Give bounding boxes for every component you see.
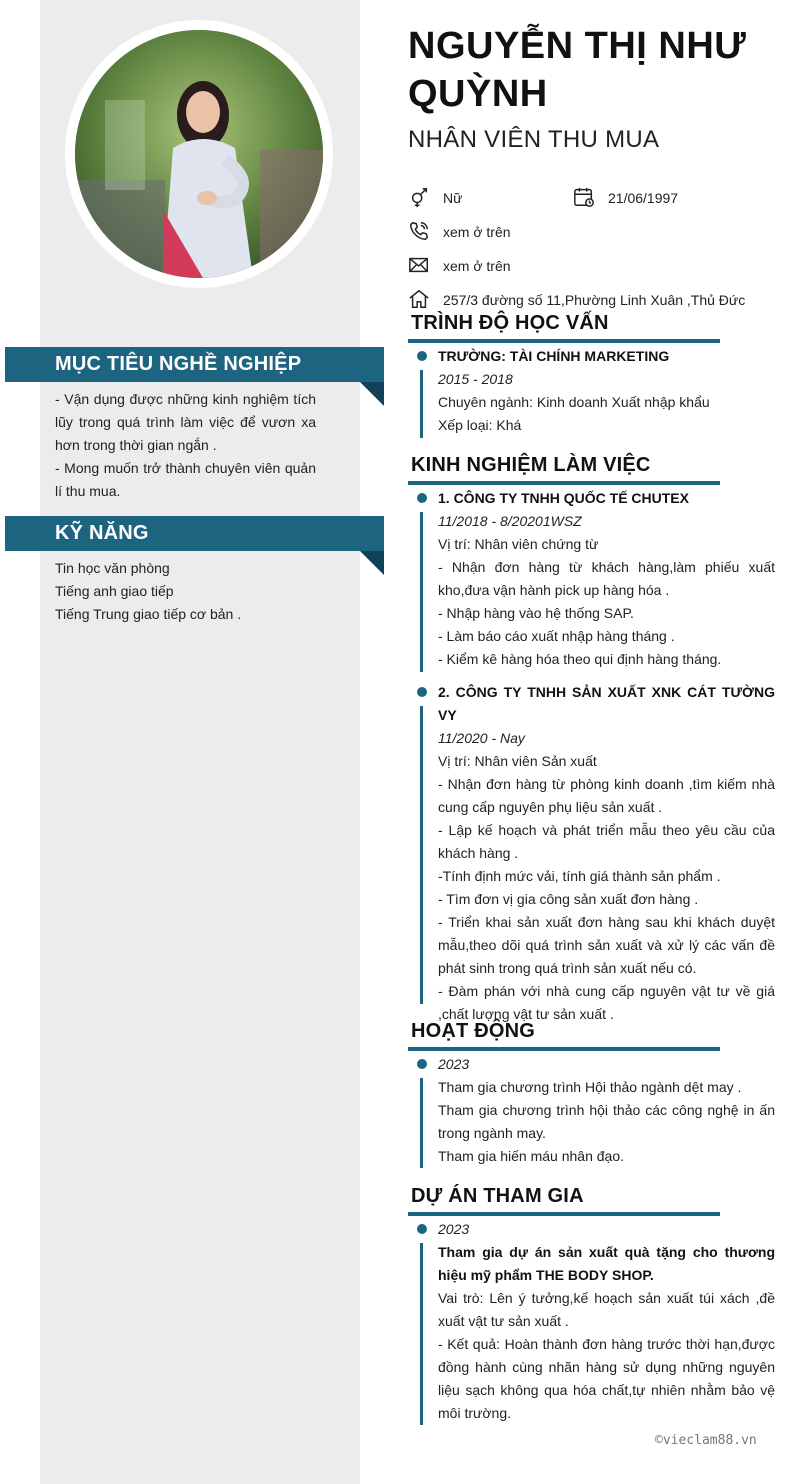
education-rank: Xếp loại: Khá	[438, 417, 522, 433]
avatar	[75, 30, 323, 278]
skill-item: Tiếng anh giao tiếp	[55, 583, 174, 599]
activities-title: HOẠT ĐỘNG	[411, 1020, 536, 1042]
job-entry	[438, 487, 775, 671]
activity-item: Tham gia chương trình Hội thảo ngành dệt may .	[438, 1079, 742, 1095]
skill-item: Tiếng Trung giao tiếp cơ bản .	[55, 606, 242, 622]
job-duty: - Kiểm kê hàng hóa theo qui định hàng tháng.	[438, 651, 722, 667]
project-role: Vai trò: Lên ý tưởng,kế hoạch sản xuất túi xách ,đề xuất vật tư sản xuất .	[438, 1290, 775, 1329]
job-duty: - Tìm đơn vị gia công sản xuất đơn hàng .	[438, 891, 699, 907]
objective-text	[55, 388, 316, 503]
education-period: 2015 - 2018	[438, 371, 513, 387]
project-entry	[438, 1218, 775, 1425]
email-value[interactable]: xem ở trên	[443, 258, 511, 274]
education-major: Chuyên ngành: Kinh doanh Xuất nhập khẩu	[438, 394, 710, 410]
activities-underline	[408, 1047, 720, 1051]
job-duty: - Nhập hàng vào hệ thống SAP.	[438, 605, 634, 621]
projects-underline	[408, 1212, 720, 1216]
job-duty: - Đàm phán với nhà cung cấp nguyên vật tư về giá ,chất lượng vật tư sản xuất .	[438, 983, 775, 1022]
objective-line: - Mong muốn trở thành chuyên viên quản lí thu mua.	[55, 460, 316, 499]
home-icon	[408, 288, 430, 310]
project-year: 2023	[438, 1221, 470, 1237]
company-name: 2. CÔNG TY TNHH SẢN XUẤT XNK CÁT TƯỜNG VY	[438, 684, 775, 723]
job-period: 11/2018 - 8/20201WSZ	[438, 513, 582, 529]
candidate-name: NGUYỄN THỊ NHƯ QUỲNH	[408, 25, 747, 115]
timeline-dot	[417, 687, 427, 697]
objective-header	[5, 347, 384, 382]
timeline-dot	[417, 1224, 427, 1234]
education-entry	[438, 345, 775, 437]
skills-ribbon-fold	[360, 551, 384, 575]
activity-item: Tham gia chương trình hội thảo các công nghệ in ấn trong ngành may.	[438, 1102, 775, 1141]
objective-ribbon-fold	[360, 382, 384, 406]
skills-header	[5, 516, 384, 551]
job-duty: - Triển khai sản xuất đơn hàng sau khi khách duyệt mẫu,theo dõi quá trình sản xuất và xử lý các vấn đề phát sinh trong quá trình sản xuất nếu có.	[438, 914, 775, 976]
objective-title: MỤC TIÊU NGHỀ NGHIỆP	[55, 353, 302, 375]
envelope-icon	[408, 254, 430, 276]
job-period: 11/2020 - Nay	[438, 730, 525, 746]
calendar-icon	[573, 186, 595, 208]
project-result: - Kết quả: Hoàn thành đơn hàng trước thời hạn,được đồng hành cùng nhãn hàng sử dụng những nguyên liệu sạch không qua hóa chất,tự nhiên nhằm bảo vệ môi trường.	[438, 1336, 775, 1421]
watermark: ©vieclam88.vn	[655, 1433, 757, 1448]
timeline-dot	[417, 493, 427, 503]
timeline-line	[420, 706, 423, 1004]
dob-value: 21/06/1997	[608, 190, 679, 206]
project-headline: Tham gia dự án sản xuất quà tặng cho thương hiệu mỹ phẩm THE BODY SHOP.	[438, 1244, 775, 1283]
activities-entry	[438, 1053, 775, 1168]
activities-year: 2023	[438, 1056, 470, 1072]
education-title: TRÌNH ĐỘ HỌC VẤN	[411, 312, 609, 334]
job-duty: - Lập kế hoạch và phát triển mẫu theo yêu cầu của khách hàng .	[438, 822, 775, 861]
timeline-line	[420, 1243, 423, 1425]
skills-title: KỸ NĂNG	[55, 522, 149, 544]
experience-underline	[408, 481, 720, 485]
timeline-dot	[417, 1059, 427, 1069]
profile-photo	[75, 30, 323, 278]
gender-value: Nữ	[443, 190, 463, 206]
timeline-dot	[417, 351, 427, 361]
job-duty: - Nhận đơn hàng từ khách hàng,làm phiếu xuất kho,đưa vận hành pick up hàng hóa .	[438, 559, 775, 598]
phone-icon	[408, 220, 430, 242]
job-position: Vị trí: Nhân viên Sản xuất	[438, 753, 597, 769]
job-position: Vị trí: Nhân viên chứng từ	[438, 536, 599, 552]
timeline-line	[420, 370, 423, 438]
skills-list	[55, 557, 316, 626]
company-name: 1. CÔNG TY TNHH QUỐC TẾ CHUTEX	[438, 490, 689, 506]
job-duty: - Nhận đơn hàng từ phòng kinh doanh ,tìm kiếm nhà cung cấp nguyên phụ liệu sản xuất .	[438, 776, 775, 815]
timeline-line	[420, 1078, 423, 1168]
education-underline	[408, 339, 720, 343]
timeline-line	[420, 512, 423, 672]
job-duty: - Làm báo cáo xuất nhập hàng tháng .	[438, 628, 675, 644]
projects-title: DỰ ÁN THAM GIA	[411, 1185, 584, 1207]
job-duty: -Tính định mức vải, tính giá thành sản phẩm .	[438, 868, 721, 884]
phone-value[interactable]: xem ở trên	[443, 224, 511, 240]
activity-item: Tham gia hiến máu nhân đạo.	[438, 1148, 625, 1164]
experience-title: KINH NGHIỆM LÀM VIỆC	[411, 454, 651, 476]
gender-icon	[408, 186, 430, 208]
address-value: 257/3 đường số 11,Phường Linh Xuân ,Thủ Đức	[443, 292, 746, 308]
job-entry	[438, 681, 775, 1026]
skill-item: Tin học văn phòng	[55, 560, 170, 576]
school-name: TRƯỜNG: TÀI CHÍNH MARKETING	[438, 348, 670, 364]
job-title: NHÂN VIÊN THU MUA	[408, 126, 660, 153]
objective-line: - Vận dụng được những kinh nghiệm tích lũy trong quá trình làm việc để vươn xa hơn trong thời gian ngắn .	[55, 391, 316, 453]
